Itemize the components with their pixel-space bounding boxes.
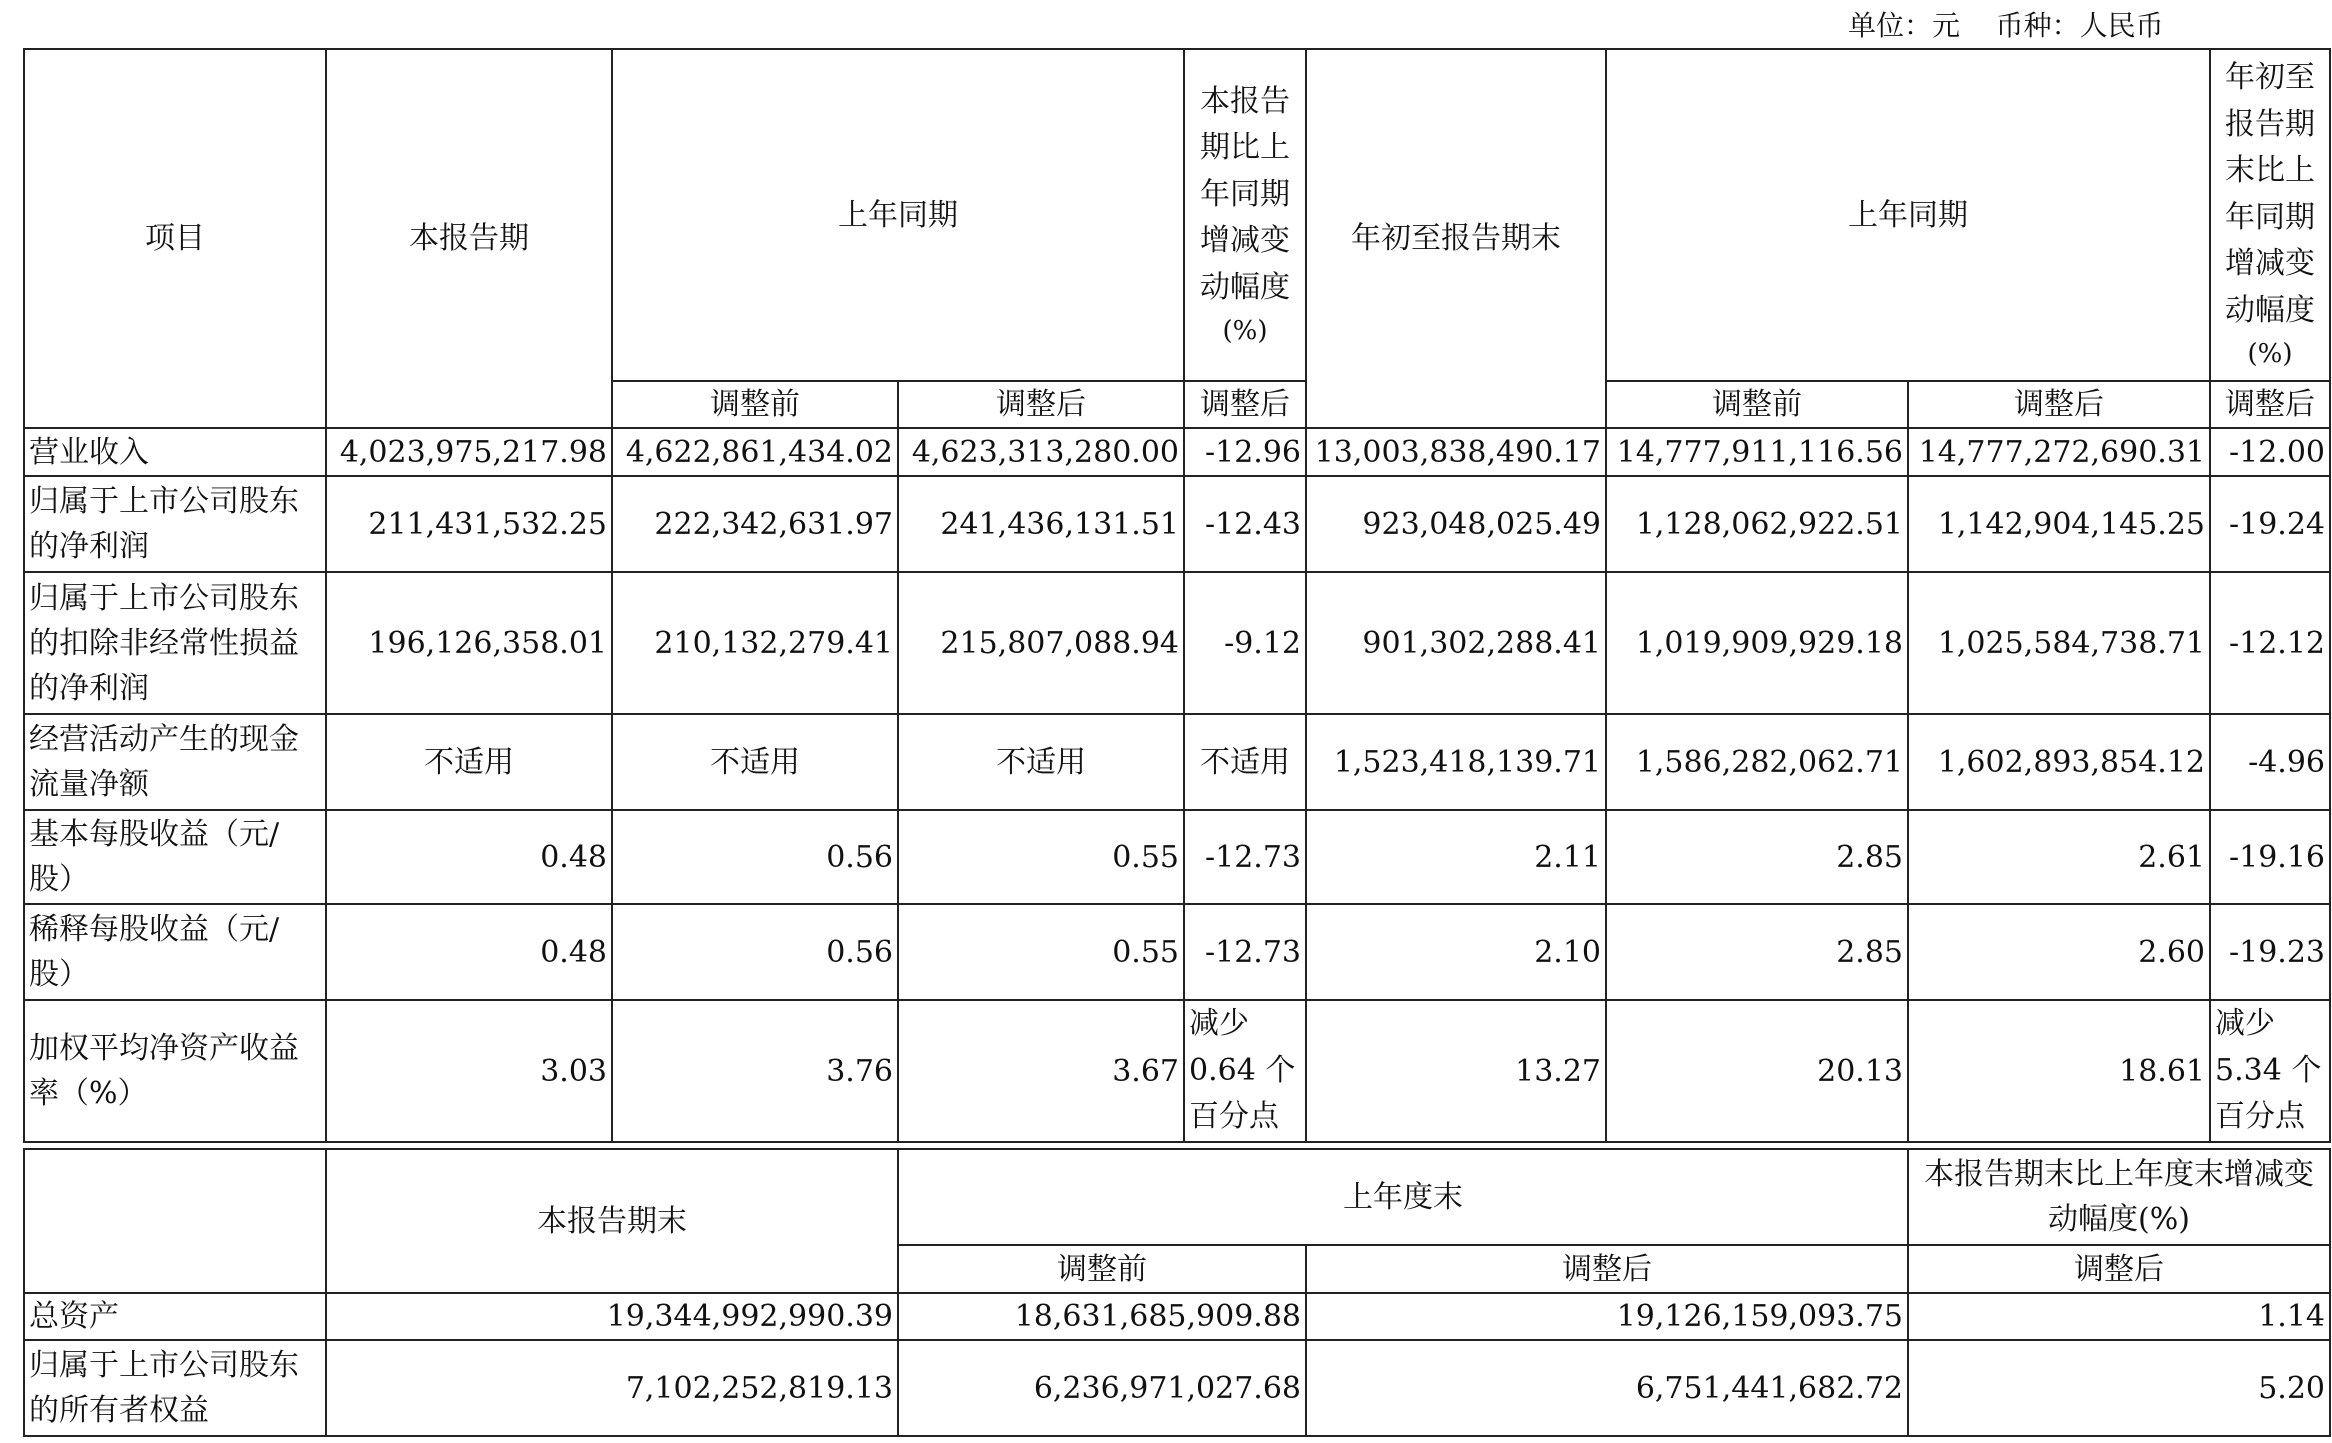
cell-ytd-change xyxy=(2210,1000,2330,1142)
cell-ytd: 1,523,418,139.71 xyxy=(1306,714,1606,810)
header-row-1 xyxy=(24,49,2330,381)
cell-change-line: 百分点 xyxy=(1189,1099,1279,1135)
table-row xyxy=(24,428,2330,476)
row-label-line: 股） xyxy=(29,957,89,992)
header-change-pct-line: 增减变 xyxy=(1200,223,1290,259)
assets-header-row-1 xyxy=(24,1149,2330,1245)
cell-ytd-change: -19.23 xyxy=(2210,904,2330,1000)
cell-before: 18,631,685,909.88 xyxy=(898,1293,1306,1340)
header-change-pct-line: 本报告 xyxy=(1200,83,1290,119)
cell-ytd-before: 2.85 xyxy=(1606,904,1908,1000)
cell-before: 210,132,279.41 xyxy=(612,572,898,714)
cell-change: -12.73 xyxy=(1184,904,1306,1000)
header-ytd-change-pct-unit: (%) xyxy=(2247,339,2293,370)
cell-before: 0.56 xyxy=(612,810,898,904)
cell-after: 241,436,131.51 xyxy=(898,476,1184,572)
row-label-line: 的净利润 xyxy=(29,529,149,564)
cell-after: 215,807,088.94 xyxy=(898,572,1184,714)
cell-after: 4,623,313,280.00 xyxy=(898,428,1184,476)
header-ytd-change-pct-line: 报告期 xyxy=(2225,106,2315,142)
cell-ytd: 13.27 xyxy=(1306,1000,1606,1142)
row-label xyxy=(24,572,326,714)
table-row xyxy=(24,1340,2330,1436)
cell-before: 6,236,971,027.68 xyxy=(898,1340,1306,1436)
cell-ytd-change-line: 百分点 xyxy=(2215,1099,2305,1135)
cell-ytd-change-line: 5.34 个 xyxy=(2215,1052,2322,1088)
row-label-line: 基本每股收益（元/ xyxy=(29,817,280,852)
row-label-line: 归属于上市公司股东 xyxy=(29,1348,299,1383)
header-change-pct-unit: (%) xyxy=(1222,316,1268,347)
header-before-adj: 调整前 xyxy=(612,381,898,428)
cell-change xyxy=(1184,1000,1306,1142)
assets-header-blank xyxy=(24,1149,326,1293)
table-row xyxy=(24,572,2330,714)
row-label xyxy=(24,1000,326,1142)
row-label-line: 的净利润 xyxy=(29,670,149,706)
cell-ytd-after: 2.60 xyxy=(1908,904,2210,1000)
cell-before: 3.76 xyxy=(612,1000,898,1142)
cell-current: 211,431,532.25 xyxy=(326,476,612,572)
cell-ytd: 2.11 xyxy=(1306,810,1606,904)
cell-ytd-before: 14,777,911,116.56 xyxy=(1606,428,1908,476)
table-row xyxy=(24,904,2330,1000)
cell-change: 5.20 xyxy=(1908,1340,2330,1436)
cell-ytd-after: 18.61 xyxy=(1908,1000,2210,1142)
row-label-line: 的扣除非经常性损益 xyxy=(29,625,299,661)
cell-ytd-after: 1,025,584,738.71 xyxy=(1908,572,2210,714)
cell-ytd: 2.10 xyxy=(1306,904,1606,1000)
cell-before: 不适用 xyxy=(612,714,898,810)
row-label: 营业收入 xyxy=(24,428,326,476)
header-change-pct xyxy=(1184,49,1306,381)
header-after-adj-ytd: 调整后 xyxy=(1908,381,2210,428)
cell-ytd: 901,302,288.41 xyxy=(1306,572,1606,714)
cell-ytd-after: 14,777,272,690.31 xyxy=(1908,428,2210,476)
table-row xyxy=(24,810,2330,904)
row-label xyxy=(24,714,326,810)
row-label xyxy=(24,904,326,1000)
table-row xyxy=(24,714,2330,810)
cell-ytd-change: -12.12 xyxy=(2210,572,2330,714)
cell-ytd-before: 1,128,062,922.51 xyxy=(1606,476,1908,572)
row-label: 总资产 xyxy=(24,1293,326,1340)
cell-ytd-change-line: 减少 xyxy=(2215,1006,2275,1042)
cell-ytd-change: -19.24 xyxy=(2210,476,2330,572)
row-label-line: 归属于上市公司股东 xyxy=(29,484,299,519)
header-current-period: 本报告期 xyxy=(326,49,612,428)
assets-header-change-after-adj: 调整后 xyxy=(1908,1245,2330,1293)
header-ytd-change-after-adj: 调整后 xyxy=(2210,381,2330,428)
cell-ytd-before: 1,586,282,062.71 xyxy=(1606,714,1908,810)
row-label-line: 稀释每股收益（元/ xyxy=(29,912,280,947)
cell-change: -12.43 xyxy=(1184,476,1306,572)
row-label-line: 经营活动产生的现金 xyxy=(29,722,299,757)
cell-after: 不适用 xyxy=(898,714,1184,810)
row-label-line: 率（%） xyxy=(29,1076,148,1111)
row-label-line: 的所有者权益 xyxy=(29,1393,209,1428)
row-label xyxy=(24,1340,326,1436)
cell-period-end: 19,344,992,990.39 xyxy=(326,1293,898,1340)
header-ytd-change-pct-line: 年同期 xyxy=(2225,199,2315,235)
header-ytd-change-pct-line: 年初至 xyxy=(2225,60,2315,96)
header-change-pct-line: 期比上 xyxy=(1200,130,1290,166)
cell-current: 3.03 xyxy=(326,1000,612,1142)
cell-before: 0.56 xyxy=(612,904,898,1000)
cell-current: 4,023,975,217.98 xyxy=(326,428,612,476)
cell-change: -12.96 xyxy=(1184,428,1306,476)
cell-ytd: 923,048,025.49 xyxy=(1306,476,1606,572)
header-before-adj-ytd: 调整前 xyxy=(1606,381,1908,428)
header-item: 项目 xyxy=(24,49,326,428)
cell-current: 196,126,358.01 xyxy=(326,572,612,714)
cell-change-line: 0.64 个 xyxy=(1189,1052,1296,1088)
row-label xyxy=(24,810,326,904)
header-ytd-change-pct xyxy=(2210,49,2330,381)
table-row xyxy=(24,1000,2330,1142)
assets-header-period-end: 本报告期末 xyxy=(326,1149,898,1293)
unit-line xyxy=(1848,4,2164,44)
assets-header-change-line: 动幅度(%) xyxy=(2048,1202,2190,1237)
header-after-adj: 调整后 xyxy=(898,381,1184,428)
cell-change-line: 减少 xyxy=(1189,1006,1249,1042)
row-label xyxy=(24,476,326,572)
cell-ytd-before: 20.13 xyxy=(1606,1000,1908,1142)
cell-ytd-change: -19.16 xyxy=(2210,810,2330,904)
currency-label: 币种：人民币 xyxy=(1995,9,2164,42)
assets-header-change-line: 本报告期末比上年度末增减变 xyxy=(1924,1157,2314,1192)
cell-ytd-change: -4.96 xyxy=(2210,714,2330,810)
header-same-period-last-year: 上年同期 xyxy=(612,49,1184,381)
cell-after: 3.67 xyxy=(898,1000,1184,1142)
cell-current: 不适用 xyxy=(326,714,612,810)
header-change-pct-line: 动幅度 xyxy=(1200,269,1290,305)
table-row xyxy=(24,1293,2330,1340)
cell-ytd-before: 2.85 xyxy=(1606,810,1908,904)
header-ytd: 年初至报告期末 xyxy=(1306,49,1606,428)
unit-label: 单位：元 xyxy=(1848,9,1961,42)
header-same-period-last-year-ytd: 上年同期 xyxy=(1606,49,2210,381)
table-row xyxy=(24,476,2330,572)
cell-ytd: 13,003,838,490.17 xyxy=(1306,428,1606,476)
assets-header-last-year-end: 上年度末 xyxy=(898,1149,1908,1245)
cell-current: 0.48 xyxy=(326,904,612,1000)
header-ytd-change-pct-line: 动幅度 xyxy=(2225,292,2315,328)
row-label-line: 归属于上市公司股东 xyxy=(29,580,299,616)
assets-header-change xyxy=(1908,1149,2330,1245)
cell-ytd-before: 1,019,909,929.18 xyxy=(1606,572,1908,714)
cell-ytd-after: 1,142,904,145.25 xyxy=(1908,476,2210,572)
assets-table xyxy=(23,1148,2331,1437)
row-label-line: 流量净额 xyxy=(29,767,149,802)
cell-ytd-after: 2.61 xyxy=(1908,810,2210,904)
cell-after: 0.55 xyxy=(898,904,1184,1000)
cell-change: -12.73 xyxy=(1184,810,1306,904)
header-ytd-change-pct-line: 增减变 xyxy=(2225,246,2315,282)
cell-change: 不适用 xyxy=(1184,714,1306,810)
cell-change: -9.12 xyxy=(1184,572,1306,714)
cell-after: 19,126,159,093.75 xyxy=(1306,1293,1908,1340)
cell-period-end: 7,102,252,819.13 xyxy=(326,1340,898,1436)
cell-current: 0.48 xyxy=(326,810,612,904)
header-change-pct-line: 年同期 xyxy=(1200,176,1290,212)
cell-before: 222,342,631.97 xyxy=(612,476,898,572)
key-financial-data-table xyxy=(23,48,2331,1143)
cell-before: 4,622,861,434.02 xyxy=(612,428,898,476)
cell-after: 0.55 xyxy=(898,810,1184,904)
header-ytd-change-pct-line: 末比上 xyxy=(2225,153,2315,189)
assets-header-before-adj: 调整前 xyxy=(898,1245,1306,1293)
cell-ytd-change: -12.00 xyxy=(2210,428,2330,476)
assets-header-after-adj: 调整后 xyxy=(1306,1245,1908,1293)
header-change-after-adj: 调整后 xyxy=(1184,381,1306,428)
row-label-line: 股） xyxy=(29,862,89,897)
row-label-line: 加权平均净资产收益 xyxy=(29,1031,299,1066)
cell-ytd-after: 1,602,893,854.12 xyxy=(1908,714,2210,810)
cell-change: 1.14 xyxy=(1908,1293,2330,1340)
cell-after: 6,751,441,682.72 xyxy=(1306,1340,1908,1436)
